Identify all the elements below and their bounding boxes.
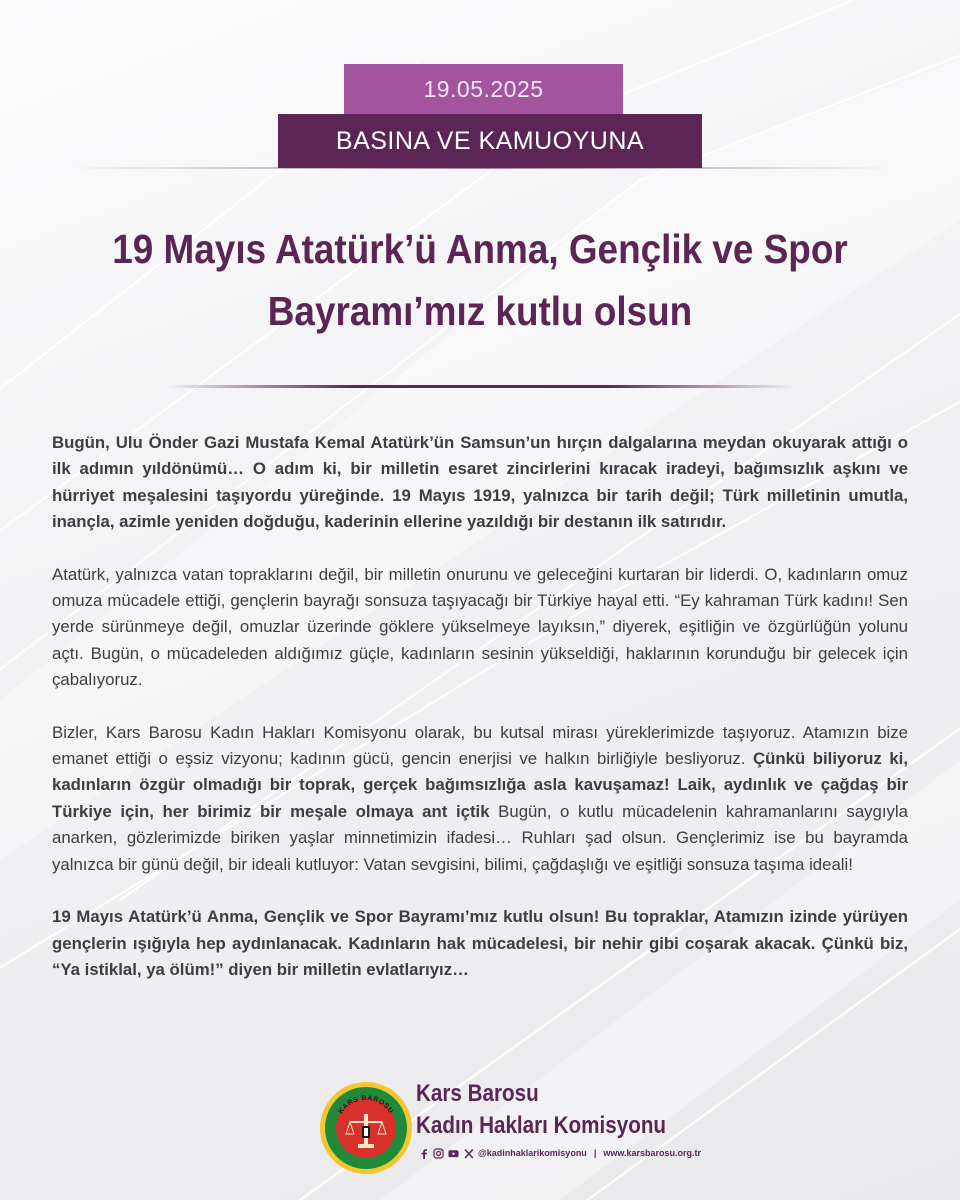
youtube-icon[interactable] bbox=[448, 1148, 459, 1159]
org-name-line-1: Kars Barosu bbox=[416, 1080, 539, 1107]
x-icon[interactable] bbox=[463, 1148, 474, 1159]
header-divider bbox=[64, 167, 896, 169]
social-handle[interactable]: @kadinhaklarikomisyonu bbox=[478, 1148, 587, 1158]
title-divider bbox=[164, 385, 796, 388]
paragraph-2: Atatürk, yalnızca vatan topraklarını değil, bir milletin onurunu ve geleceğini kurtaran bir liderdi. O, kadınların omuz omuza mücadele ettiği, gençlerin bayrağı sonsuza taşıyacağı bir Türkiye hayal etti. “Ey kahraman Türk kadını! Sen yerde sürünmeye değil, omuzlar üzerinde göklere yükselmeye layıksın,” diyerek, eşitliğin ve özgürlüğün yolunu açtı. Bugün, o mücadeleden aldığımız güçle, kadınların sesinin yükseldiği, haklarının korunduğu bir gelecek için çabalıyoruz. bbox=[52, 564, 908, 690]
press-release-banner: BASINA VE KAMUOYUNA bbox=[278, 114, 702, 168]
org-name-line-2: Kadın Hakları Komisyonu bbox=[416, 1112, 667, 1139]
svg-text:KARS BAROSU: KARS BAROSU bbox=[337, 1094, 395, 1116]
facebook-icon[interactable] bbox=[418, 1148, 429, 1159]
paragraph-3 bbox=[52, 720, 908, 878]
paragraph-4: 19 Mayıs Atatürk’ü Anma, Gençlik ve Spor Bayramı’mız kutlu olsun! Bu topraklar, Atamızın izinde yürüyen gençlerin ışığıyla hep aydınlanacak. Kadınların hak mücadelesi, bir nehir gibi coşarak akacak. Çünkü biz, “Ya istiklal, ya ölüm!” diyen bir milletin evlatlarıyız… bbox=[52, 907, 908, 979]
footer-separator: | bbox=[593, 1148, 597, 1158]
website-link[interactable]: www.karsbarosu.org.tr bbox=[603, 1148, 702, 1158]
social-links bbox=[418, 1146, 701, 1160]
paragraph-1: Bugün, Ulu Önder Gazi Mustafa Kemal Atatürk’ün Samsun’un hırçın dalgalarına meydan okuyarak attığı o ilk adımın yıldönümü… O adım ki, bir milletin esaret zincirlerini kıracak iradeyi, bağımsızlık aşkını ve hürriyet meşalesini taşıyordu yüreğinde. 19 Mayıs 1919, yalnızca bir tarih değil; Türk milletinin umutla, inançla, azimle yeniden doğduğu, kaderinin ellerine yazıldığı bir destanın ilk satırıdır. bbox=[52, 433, 908, 532]
statement-body bbox=[52, 430, 908, 1009]
page-title bbox=[84, 218, 876, 342]
instagram-icon[interactable] bbox=[433, 1148, 444, 1159]
paragraph-3-emphasis: Çünkü biliyoruz ki, kadınların özgür olmadığı bir toprak, gerçek bağımsızlığa asla kavuşamaz! Laik, aydınlık ve çağdaş bir Türkiye için, her birimiz bir meşale olmaya ant içtik bbox=[52, 749, 908, 821]
date-banner: 19.05.2025 bbox=[344, 64, 623, 114]
organization-name bbox=[416, 1078, 666, 1142]
title-line-2: Bayramı’mız kutlu olsun bbox=[267, 288, 693, 334]
title-line-1: 19 Mayıs Atatürk’ü Anma, Gençlik ve Spor bbox=[112, 226, 848, 272]
kars-barosu-logo bbox=[318, 1080, 414, 1176]
paragraph-3-closing: Bugün, o kutlu mücadelenin kahramanlarını saygıyla anarken, gözlerimizde biriken yaşlar minnetimizin ifadesi… Ruhları şad olsun. Gençlerimiz ise bu bayramda yalnızca bir günü değil, bir ideali kutluyor: Vatan sevgisini, bilimi, çağdaşlığı ve eşitliği sonsuza taşıma ideali! bbox=[52, 801, 908, 874]
paragraph-3-intro: Bizler, Kars Barosu Kadın Hakları Komisyonu olarak, bu kutsal mirası yüreklerimizde taşıyoruz. Atamızın bize emanet ettiği o eşsiz vizyonu; kadının gücü, gencin enerjisi ve halkın birliğiyle besliyoruz. bbox=[52, 722, 908, 769]
